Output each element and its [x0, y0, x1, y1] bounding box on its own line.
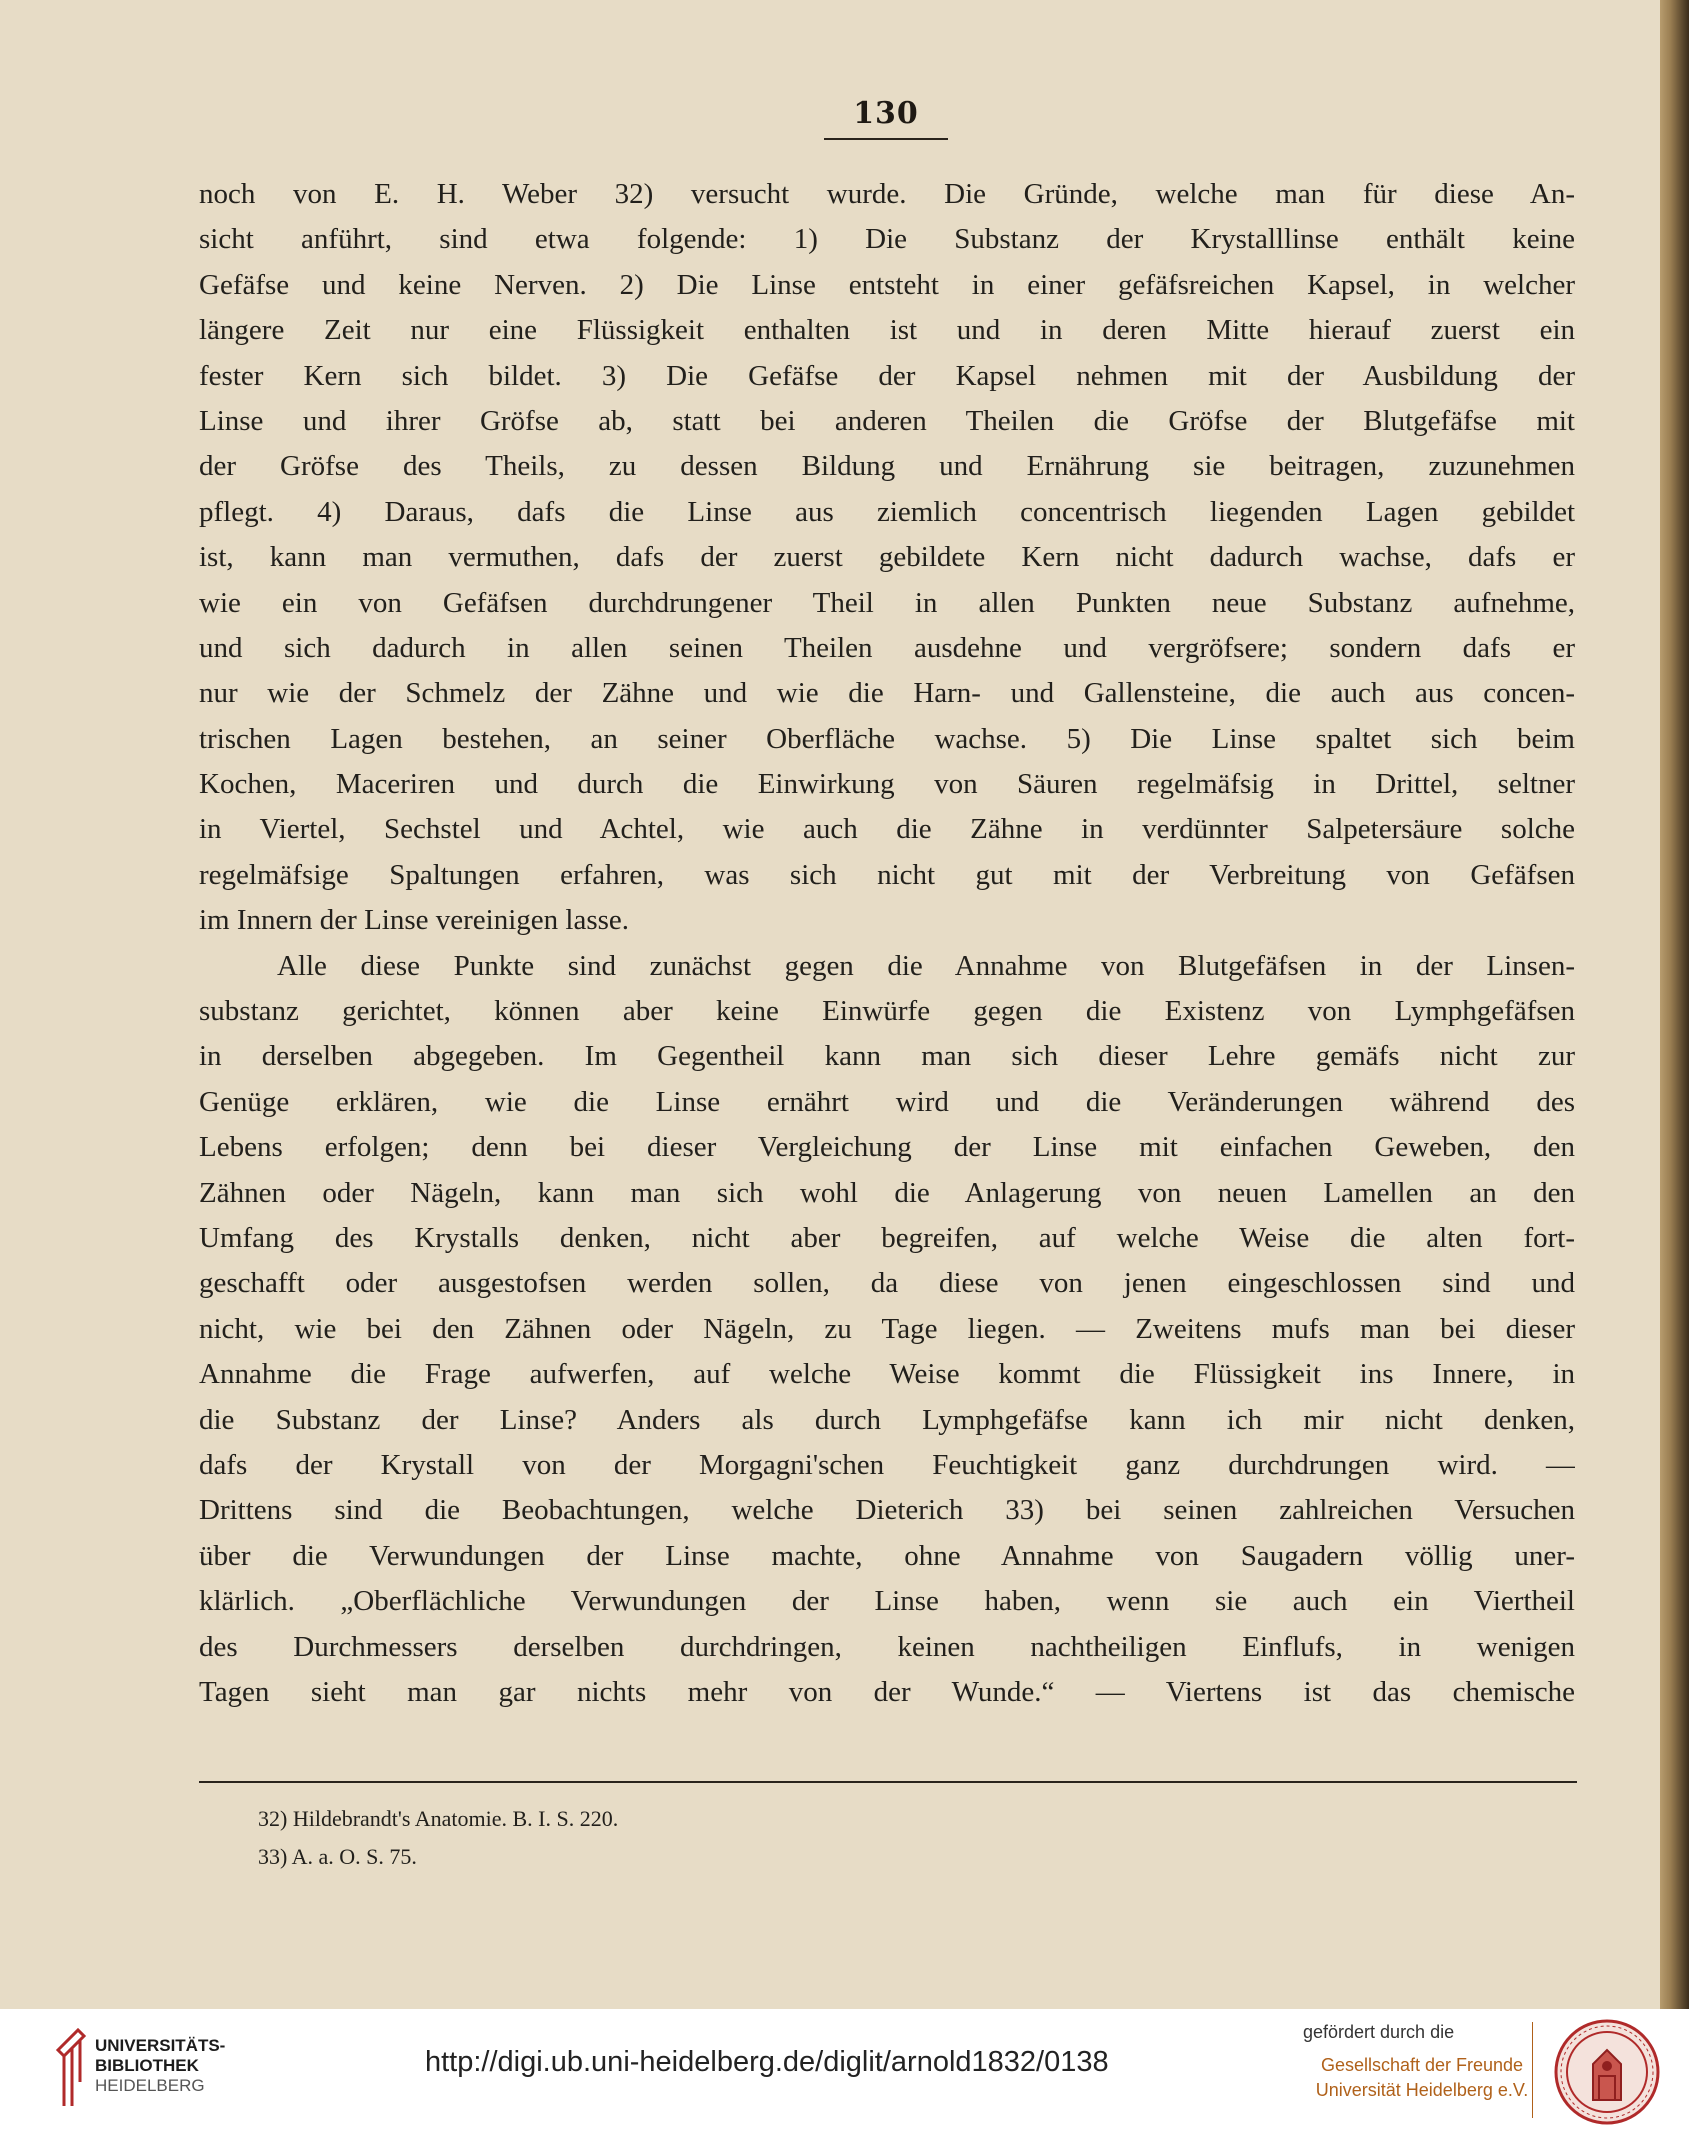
- text-line: in derselben abgegeben. Im Gegentheil kann man sich dieser Lehre gemäfs nicht zur: [199, 1040, 1575, 1073]
- text-line: Kochen, Maceriren und durch die Einwirkung von Säuren regelmäfsig in Drittel, seltner: [199, 768, 1575, 801]
- text-line: Drittens sind die Beobachtungen, welche Dieterich 33) bei seinen zahlreichen Versuchen: [199, 1494, 1575, 1527]
- text-line: Gefäfse und keine Nerven. 2) Die Linse entsteht in einer gefäfsreichen Kapsel, in welcher: [199, 268, 1575, 301]
- text-line: nur wie der Schmelz der Zähne und wie die Harn- und Gallensteine, die auch aus concen-: [199, 677, 1575, 710]
- text-line: Lebens erfolgen; denn bei dieser Vergleichung der Linse mit einfachen Geweben, den: [199, 1131, 1575, 1164]
- page-number: 130: [853, 96, 919, 131]
- text-line: und sich dadurch in allen seinen Theilen ausdehne und vergröfsere; sondern dafs er: [199, 631, 1575, 664]
- text-line: geschafft oder ausgestofsen werden sollen, da diese von jenen eingeschlossen sind und: [199, 1267, 1575, 1300]
- text-line: sicht anführt, sind etwa folgende: 1) Die Substanz der Krystalllinse enthält keine: [199, 223, 1575, 256]
- text-line: über die Verwundungen der Linse machte, ohne Annahme von Saugadern völlig uner-: [199, 1539, 1575, 1572]
- text-line: im Innern der Linse vereinigen lasse.: [199, 904, 630, 937]
- book-gutter: [1660, 0, 1689, 2009]
- text-line: Tagen sieht man gar nichts mehr von der Wunde.“ — Viertens ist das chemische: [199, 1675, 1575, 1708]
- text-line: pflegt. 4) Daraus, dafs die Linse aus ziemlich concentrisch liegenden Lagen gebildet: [199, 495, 1575, 528]
- university-seal-icon[interactable]: [1553, 2018, 1661, 2126]
- text-line: in Viertel, Sechstel und Achtel, wie auch die Zähne in verdünnter Salpetersäure solche: [199, 813, 1575, 846]
- text-line: fester Kern sich bildet. 3) Die Gefäfse der Kapsel nehmen mit der Ausbildung der: [199, 359, 1575, 392]
- sponsor-divider: [1532, 2022, 1533, 2118]
- footnotes: [258, 1800, 1158, 1876]
- library-name-line: BIBLIOTHEK: [95, 2056, 199, 2075]
- text-line: Zähnen oder Nägeln, kann man sich wohl die Anlagerung von neuen Lamellen an den: [199, 1176, 1575, 1209]
- text-line: Umfang des Krystalls denken, nicht aber begreifen, auf welche Weise die alten fort-: [199, 1221, 1575, 1254]
- footnote-rule: [199, 1781, 1577, 1783]
- text-line: Annahme die Frage aufwerfen, auf welche Weise kommt die Flüssigkeit ins Innere, in: [199, 1358, 1575, 1391]
- text-line: Genüge erklären, wie die Linse ernährt wird und die Veränderungen während des: [199, 1085, 1575, 1118]
- library-name-line: HEIDELBERG: [95, 2076, 205, 2095]
- footnote: 33) A. a. O. S. 75.: [258, 1844, 417, 1869]
- library-name-line: UNIVERSITÄTS-: [95, 2036, 226, 2055]
- text-line: ist, kann man vermuthen, dafs der zuerst gebildete Kern nicht dadurch wachse, dafs er: [199, 541, 1575, 574]
- page-number-rule: [824, 138, 948, 140]
- text-line: regelmäfsige Spaltungen erfahren, was sich nicht gut mit der Verbreitung von Gefäfsen: [199, 858, 1575, 891]
- text-line: klärlich. „Oberflächliche Verwundungen der Linse haben, wenn sie auch ein Viertheil: [199, 1585, 1575, 1618]
- text-line: trischen Lagen bestehen, an seiner Oberfläche wachse. 5) Die Linse spaltet sich beim: [199, 722, 1575, 755]
- text-line: dafs der Krystall von der Morgagni'schen Feuchtigkeit ganz durchdrungen wird. —: [199, 1448, 1575, 1481]
- text-line: wie ein von Gefäfsen durchdrungener Theil in allen Punkten neue Substanz aufnehme,: [199, 586, 1575, 619]
- text-line: längere Zeit nur eine Flüssigkeit enthalten ist und in deren Mitte hierauf zuerst ein: [199, 314, 1575, 347]
- text-line: Linse und ihrer Gröfse ab, statt bei anderen Theilen die Gröfse der Blutgefäfse mit: [199, 404, 1575, 437]
- sponsor-name[interactable]: [1297, 2053, 1547, 2103]
- permalink-url[interactable]: http://digi.ub.uni-heidelberg.de/diglit/arnold1832/0138: [425, 2046, 1109, 2078]
- library-name[interactable]: [95, 2036, 255, 2096]
- text-line: noch von E. H. Weber 32) versucht wurde. Die Gründe, welche man für diese An-: [199, 178, 1575, 210]
- footnote: 32) Hildebrandt's Anatomie. B. I. S. 220.: [258, 1806, 619, 1831]
- text-line: der Gröfse des Theils, zu dessen Bildung und Ernährung sie beitragen, zuzunehmen: [199, 450, 1575, 483]
- text-line: Alle diese Punkte sind zunächst gegen die Annahme von Blutgefäfsen in der Linsen-: [277, 949, 1575, 982]
- body-text: [199, 172, 1575, 1715]
- text-line: die Substanz der Linse? Anders als durch Lymphgefäfse kann ich mir nicht denken,: [199, 1403, 1575, 1436]
- text-line: substanz gerichtet, können aber keine Einwürfe gegen die Existenz von Lymphgefäfsen: [199, 995, 1575, 1028]
- text-line: des Durchmessers derselben durchdringen, keinen nachtheiligen Einflufs, in wenigen: [199, 1630, 1575, 1663]
- sponsor-name-line: Universität Heidelberg e.V.: [1315, 2080, 1529, 2100]
- sponsor-label: gefördert durch die: [1303, 2022, 1455, 2042]
- text-line: nicht, wie bei den Zähnen oder Nägeln, zu Tage liegen. — Zweitens mufs man bei dieser: [199, 1312, 1575, 1345]
- sponsor-name-line: Gesellschaft der Freunde: [1320, 2055, 1524, 2075]
